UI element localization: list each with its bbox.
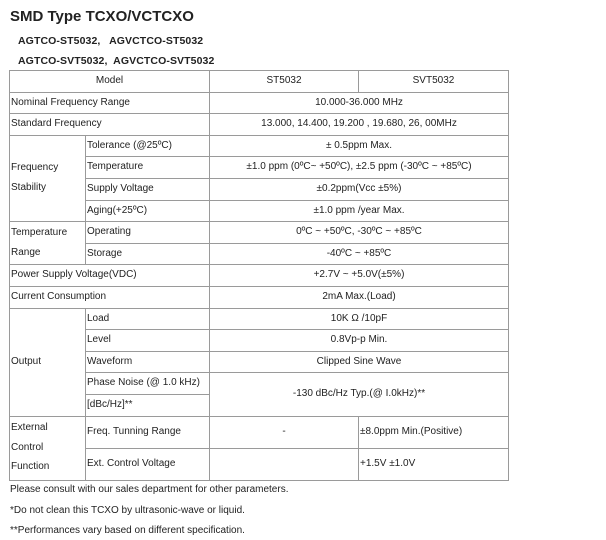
nominal-frequency-value: 10.000-36.000 MHz — [210, 92, 509, 114]
frequency-stability-line2: Stability — [11, 182, 47, 194]
phase-noise-label-line2: [dBc/Hz]** — [86, 394, 210, 416]
operating-value: 0ºC ~ +50ºC, -30ºC ~ +85ºC — [210, 222, 509, 244]
ext-control-voltage-st-value — [210, 448, 359, 480]
table-row — [10, 416, 509, 448]
table-row — [10, 308, 509, 330]
power-supply-voltage-value: +2.7V ~ +5.0V(±5%) — [210, 265, 509, 287]
current-consumption-value: 2mA Max.(Load) — [210, 286, 509, 308]
power-supply-voltage-label: Power Supply Voltage(VDC) — [10, 265, 210, 287]
level-label: Level — [86, 330, 210, 352]
model-line-2: AGTCO-SVT5032, AGVCTCO-SVT5032 — [18, 55, 215, 67]
level-value: 0.8Vp-p Min. — [210, 330, 509, 352]
tuning-range-st-value: - — [210, 416, 359, 448]
phase-noise-label-line1: Phase Noise (@ 1.0 kHz) — [86, 373, 210, 395]
table-row — [10, 286, 509, 308]
aging-value: ±1.0 ppm /year Max. — [210, 200, 509, 222]
phase-noise-value: -130 dBc/Hz Typ.(@ I.0kHz)** — [210, 373, 509, 416]
temperature-label: Temperature — [86, 157, 210, 179]
supply-voltage-label: Supply Voltage — [86, 178, 210, 200]
waveform-value: Clipped Sine Wave — [210, 351, 509, 373]
header-st5032: ST5032 — [210, 71, 359, 93]
note-consult: Please consult with our sales department for other parameters. — [10, 484, 289, 495]
external-line1: External — [11, 422, 48, 434]
operating-label: Operating — [86, 222, 210, 244]
ext-control-voltage-label: Ext. Control Voltage — [86, 448, 210, 480]
external-control-function-label — [10, 416, 86, 480]
table-row — [10, 114, 509, 136]
frequency-stability-line1: Frequency — [11, 161, 59, 173]
supply-voltage-value: ±0.2ppm(Vcc ±5%) — [210, 178, 509, 200]
current-consumption-label: Current Consumption — [10, 286, 210, 308]
temperature-value: ±1.0 ppm (0ºC~ +50ºC), ±2.5 ppm (-30ºC ~ +85ºC) — [210, 157, 509, 179]
note-performance: **Performances vary based on different specification. — [10, 525, 245, 536]
header-svt5032: SVT5032 — [359, 71, 509, 93]
external-line2: Control — [11, 441, 44, 453]
temperature-range-label — [10, 222, 86, 265]
table-row — [10, 92, 509, 114]
external-line3: Function — [11, 461, 50, 473]
load-label: Load — [86, 308, 210, 330]
header-model: Model — [10, 71, 210, 93]
note-cleaning: *Do not clean this TCXO by ultrasonic-wave or liquid. — [10, 505, 245, 516]
table-row — [10, 222, 509, 244]
model-line-1: AGTCO-ST5032, AGVCTCO-ST5032 — [18, 35, 204, 47]
aging-label: Aging(+25ºC) — [86, 200, 210, 222]
temperature-range-line1: Temperature — [11, 227, 68, 239]
page-title: SMD Type TCXO/VCTCXO — [10, 8, 194, 25]
ext-control-voltage-svt-value: +1.5V ±1.0V — [359, 448, 509, 480]
tuning-range-svt-value: ±8.0ppm Min.(Positive) — [359, 416, 509, 448]
standard-frequency-label: Standard Frequency — [10, 114, 210, 136]
tolerance-value: ± 0.5ppm Max. — [210, 135, 509, 157]
table-row — [10, 135, 509, 157]
load-value: 10K Ω /10pF — [210, 308, 509, 330]
tuning-range-label: Freq. Tunning Range — [86, 416, 210, 448]
frequency-stability-label — [10, 135, 86, 221]
spec-table — [9, 70, 509, 481]
storage-label: Storage — [86, 243, 210, 265]
storage-value: -40ºC ~ +85ºC — [210, 243, 509, 265]
nominal-frequency-label: Nominal Frequency Range — [10, 92, 210, 114]
standard-frequency-value: 13.000, 14.400, 19.200 , 19.680, 26, 00MHz — [210, 114, 509, 136]
header-row — [10, 71, 509, 93]
temperature-range-line2: Range — [11, 246, 41, 258]
waveform-label: Waveform — [86, 351, 210, 373]
output-label: Output — [10, 308, 86, 416]
table-row — [10, 265, 509, 287]
tolerance-label: Tolerance (@25ºC) — [86, 135, 210, 157]
